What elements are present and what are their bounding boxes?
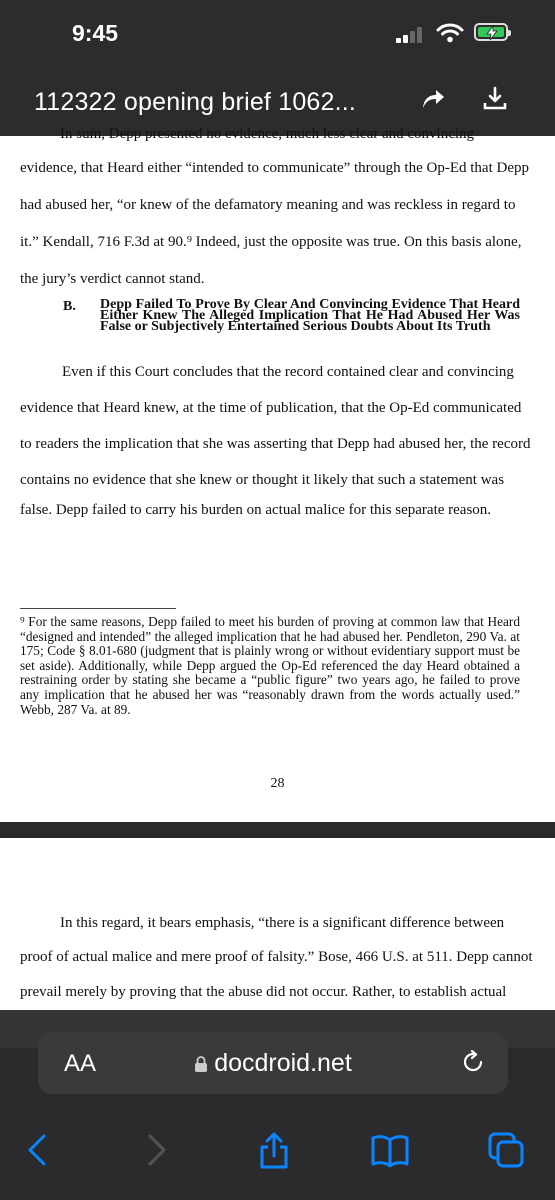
body-line: to readers the implication that she was asserting that Depp had abused her, the record bbox=[20, 436, 531, 452]
body-line: false. Depp failed to carry his burden on actual malice for this separate reason. bbox=[20, 502, 492, 518]
body-line: the jury’s verdict cannot stand. bbox=[20, 271, 205, 287]
share-icon[interactable] bbox=[254, 1130, 294, 1170]
body-line: evidence, that Heard either “intended to communicate” through the Op-Ed that Depp bbox=[20, 160, 529, 176]
body-line: prevail merely by proving that the abuse did not occur. Rather, to establish actual bbox=[20, 984, 507, 1000]
status-time: 9:45 bbox=[72, 20, 119, 46]
section-label: B. bbox=[63, 299, 76, 314]
body-line: contains no evidence that she knew or thought it likely that such a statement was bbox=[20, 472, 505, 488]
share-arrow-icon[interactable] bbox=[420, 86, 446, 112]
browser-bottom-bar bbox=[0, 1010, 555, 1200]
lock-icon bbox=[194, 1056, 208, 1072]
body-line: evidence that Heard knew, at the time of publication, that the Op-Ed communicated bbox=[20, 400, 522, 416]
body-line: proof of actual malice and mere proof of falsity.” Bose, 466 U.S. at 511. Depp cannot bbox=[20, 949, 533, 965]
footnote-divider bbox=[20, 608, 176, 609]
address-bar[interactable] bbox=[38, 1032, 508, 1094]
body-line: Even if this Court concludes that the record contained clear and convincing bbox=[62, 364, 514, 380]
reader-aa-button[interactable]: AA bbox=[64, 1050, 97, 1077]
footnote: ⁹ For the same reasons, Depp failed to meet his burden of proving at common law that Heard “designed and intended” the alleged implication that he had abused her. Pendleton, 290 Va. at 175; Code § 8.01-680 (judgment that is plainly wrong or without evidentiary support must be set aside). Additionally, while Depp argued the Op-Ed referenced the day Heard obtained a restraining order by stating she became a “public figure” two years ago, he failed to prove any implication that he abused her was “reasonably drawn from the words actually used.” Webb, 287 Va. at 89. bbox=[20, 614, 520, 717]
forward-chevron-icon[interactable] bbox=[136, 1130, 176, 1170]
page-number: 28 bbox=[270, 776, 285, 791]
download-icon[interactable] bbox=[483, 86, 507, 112]
back-chevron-icon[interactable] bbox=[18, 1130, 58, 1170]
battery-charging-icon bbox=[474, 23, 508, 41]
cellular-signal-icon bbox=[396, 27, 426, 43]
wifi-icon bbox=[437, 23, 463, 43]
body-line: In this regard, it bears emphasis, “there is a significant difference between bbox=[60, 915, 505, 931]
document-title: 112322 opening brief 1062... bbox=[34, 88, 357, 116]
page-divider bbox=[0, 822, 555, 838]
body-line: had abused her, “or knew of the defamatory meaning and was reckless in regard to bbox=[20, 197, 516, 213]
section-heading: Depp Failed To Prove By Clear And Convincing Evidence That Heard Either Knew The Alleged Implication That He Had Abused Her Was False or Subjectively Entertained Serious Doubts About Its Truth bbox=[100, 297, 520, 334]
reload-icon[interactable] bbox=[460, 1049, 486, 1075]
cut-off-line: In sum, Depp presented no evidence, much less clear and convincing bbox=[60, 126, 475, 142]
document-page[interactable] bbox=[0, 126, 555, 822]
tabs-icon[interactable] bbox=[486, 1130, 526, 1170]
domain-text: docdroid.net bbox=[214, 1049, 352, 1077]
body-line: it.” Kendall, 716 F.3d at 90.⁹ Indeed, just the opposite was true. On this basis alone, bbox=[20, 234, 522, 250]
status-bar bbox=[0, 0, 555, 64]
bookmarks-book-icon[interactable] bbox=[370, 1130, 410, 1170]
address-domain[interactable] bbox=[38, 1049, 508, 1078]
